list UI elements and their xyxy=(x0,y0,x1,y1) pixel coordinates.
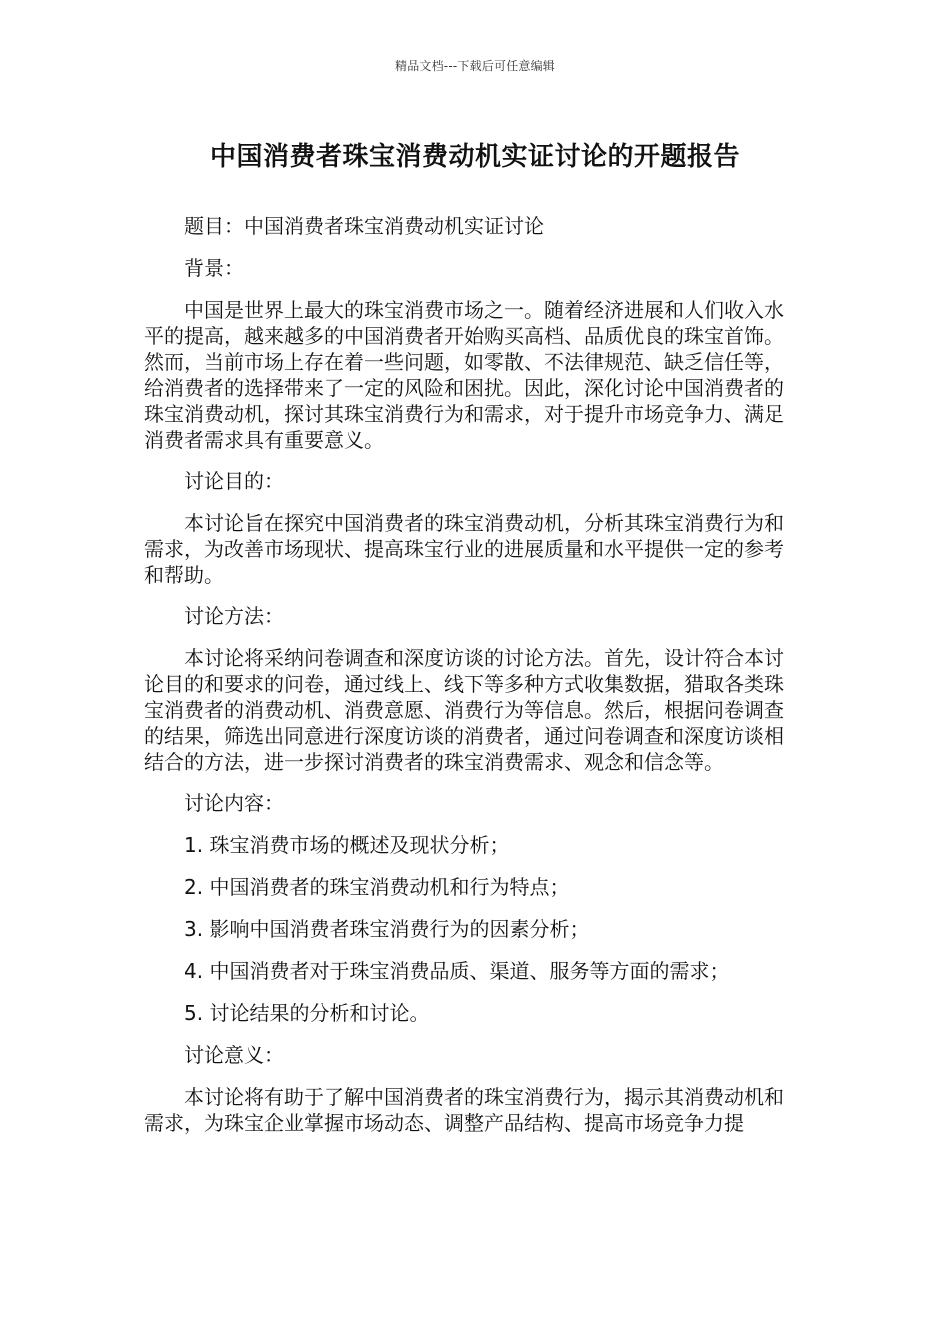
method-paragraph: 本讨论将采纳问卷调查和深度访谈的讨论方法。首先，设计符合本讨论目的和要求的问卷，通过线上、线下等多种方式收集数据，猎取各类珠宝消费者的消费动机、消费意愿、消费行为等信息。然后，根据问卷调查的结果，筛选出同意进行深度访谈的消费者，通过问卷调查和深度访谈相结合的方法，进一步探讨消费者的珠宝消费需求、观念和信念等。 xyxy=(144,646,784,774)
header-note: 精品文档---下载后可任意编辑 xyxy=(395,59,555,73)
topic-line: 题目：中国消费者珠宝消费动机实证讨论 xyxy=(184,214,544,238)
content-item-4: 4. 中国消费者对于珠宝消费品质、渠道、服务等方面的需求； xyxy=(184,959,730,983)
document-title: 中国消费者珠宝消费动机实证讨论的开题报告 xyxy=(209,142,740,172)
purpose-paragraph: 本讨论旨在探究中国消费者的珠宝消费动机，分析其珠宝消费行为和需求，为改善市场现状、提高珠宝行业的进展质量和水平提供一定的参考和帮助。 xyxy=(144,511,784,587)
content-heading: 讨论内容： xyxy=(184,791,284,815)
significance-heading: 讨论意义： xyxy=(184,1043,284,1067)
significance-paragraph: 本讨论将有助于了解中国消费者的珠宝消费行为，揭示其消费动机和需求，为珠宝企业掌握市场动态、调整产品结构、提高市场竞争力提 xyxy=(144,1085,784,1135)
content-item-2: 2. 中国消费者的珠宝消费动机和行为特点； xyxy=(184,875,570,899)
document-body xyxy=(144,213,794,1151)
background-heading: 背景： xyxy=(184,256,244,280)
content-item-3: 3. 影响中国消费者珠宝消费行为的因素分析； xyxy=(184,917,590,941)
background-paragraph: 中国是世界上最大的珠宝消费市场之一。随着经济进展和人们收入水平的提高，越来越多的中国消费者开始购买高档、品质优良的珠宝首饰。然而，当前市场上存在着一些问题，如零散、不法律规范、缺乏信任等，给消费者的选择带来了一定的风险和困扰。因此，深化讨论中国消费者的珠宝消费动机，探讨其珠宝消费行为和需求，对于提升市场竞争力、满足消费者需求具有重要意义。 xyxy=(144,298,784,452)
content-item-1: 1. 珠宝消费市场的概述及现状分析； xyxy=(184,833,510,857)
content-item-5: 5. 讨论结果的分析和讨论。 xyxy=(184,1001,430,1025)
purpose-heading: 讨论目的： xyxy=(184,469,284,493)
method-heading: 讨论方法： xyxy=(184,604,284,628)
